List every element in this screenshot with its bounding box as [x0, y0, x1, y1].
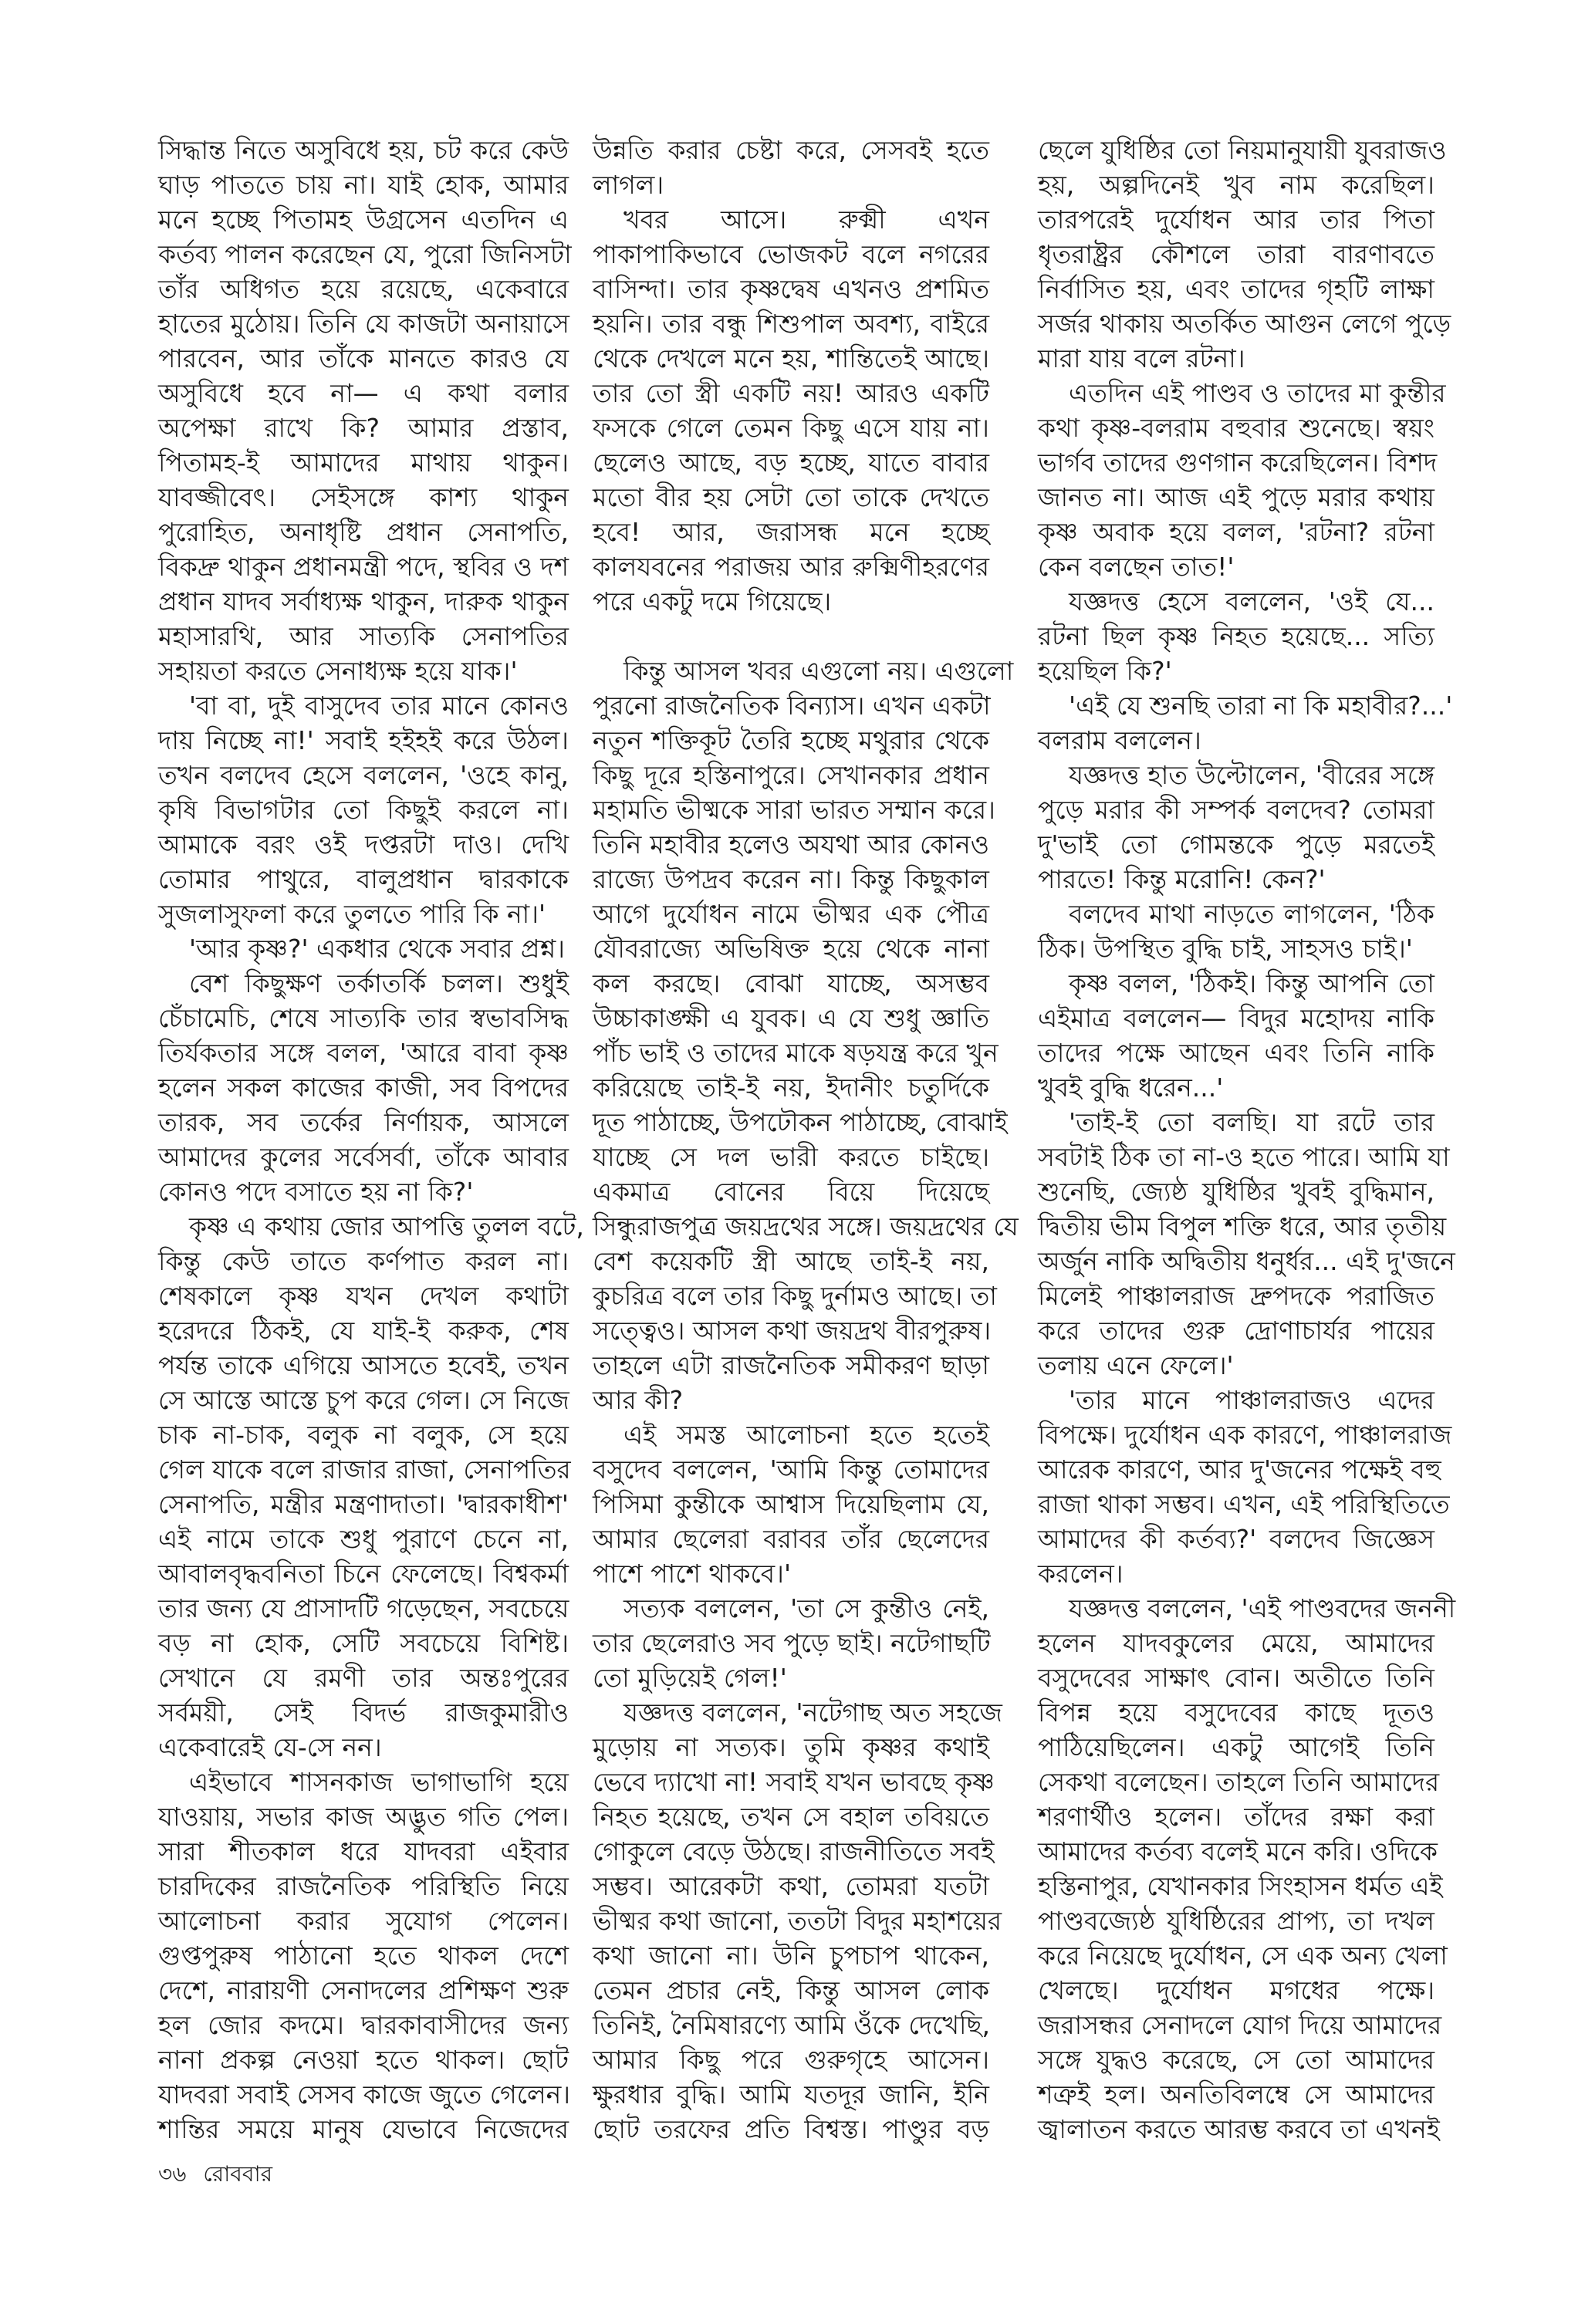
text-line: এইভাবে শাসনকাজ ভাগাভাগি হয়ে: [189, 1767, 569, 1797]
text-line: কিন্তু আসল খবর এগুলো নয়। এগুলো: [623, 656, 1014, 686]
text-line: জানত না। আজ এই পুড়ে মরার কথায়: [1038, 482, 1434, 512]
text-line: কৃষ্ণ বলল, 'ঠিকই। কিন্তু আপনি তো: [1069, 968, 1434, 998]
paragraph: [1038, 1591, 1456, 2147]
text-line: যাওয়ায়, সভার কাজ অদ্ভুত গতি পেল।: [158, 1802, 569, 1832]
text-line: তারক, সব তর্কের নির্ণায়ক, আসলে: [158, 1107, 569, 1137]
text-line: ছেলে যুধিষ্ঠির তো নিয়মানুযায়ী যুবরাজও: [1038, 135, 1447, 165]
text-line: বিপন্ন হয়ে বসুদেবের কাছে দূতও: [1038, 1697, 1434, 1728]
text-line: মহাসারথি, আর সাত্যকি সেনাপতির: [158, 621, 569, 651]
text-line: শরণার্থীও হলেন। তাঁদের রক্ষা করা: [1038, 1802, 1434, 1832]
magazine-name: রোববার: [203, 2161, 272, 2187]
text-line: কৃষি বিভাগটার তো কিছুই করলে না।: [158, 795, 569, 825]
text-line: যজ্ঞদত্ত বললেন, 'নটেগাছ অত সহজে: [623, 1697, 1002, 1728]
text-column-2: [593, 133, 1019, 2147]
text-line: একমাত্র বোনের বিয়ে দিয়েছে: [593, 1177, 989, 1207]
text-line: তোমার পাথুরে, বালুপ্রধান দ্বারকাকে: [158, 864, 569, 894]
text-line: কেন বলছেন তাত!': [1038, 552, 1235, 582]
text-line: শত্রুই হল। অনতিবিলম্বে সে আমাদের: [1038, 2079, 1434, 2110]
paragraph: [1038, 897, 1434, 966]
text-line: কালযবনের পরাজয় আর রুক্মিণীহরণের: [593, 552, 989, 582]
text-line: দূত পাঠাচ্ছে, উপঢৌকন পাঠাচ্ছে, বোঝাই: [593, 1107, 1008, 1137]
text-line: সত্ত্বেও। আসল কথা জয়দ্রথ বীরপুরুষ।: [593, 1316, 992, 1346]
paragraph: [593, 654, 1019, 1417]
text-line: আগে দুর্যোধন নামে ভীষ্মর এক পৌত্র: [593, 899, 989, 929]
text-line: হস্তিনাপুর, যেখানকার সিংহাসন ধর্মত এই: [1038, 1871, 1443, 1901]
text-line: রটনা ছিল কৃষ্ণ নিহত হয়েছে... সত্যি: [1038, 621, 1434, 651]
text-line: নতুন শক্তিকূট তৈরি হচ্ছে মথুরার থেকে: [593, 725, 989, 755]
text-line: কৃষ্ণ এ কথায় জোর আপত্তি তুলল বটে,: [189, 1211, 584, 1241]
text-line: সে আস্তে আস্তে চুপ করে গেল। সে নিজে: [158, 1385, 569, 1415]
text-line: কথা জানো না। উনি চুপচাপ থাকেন,: [593, 1941, 989, 1971]
text-line: বেশ কয়েকটি স্ত্রী আছে তাই-ই নয়,: [593, 1246, 989, 1276]
text-line: ভার্গব তাদের গুণগান করেছিলেন। বিশদ: [1038, 448, 1438, 478]
text-line: সেকথা বলেছেন। তাহলে তিনি আমাদের: [1038, 1767, 1440, 1797]
text-line: হয়েছিল কি?': [1038, 656, 1172, 686]
text-line: শান্তির সময়ে মানুষ যেভাবে নিজেদের: [158, 2114, 569, 2144]
paragraph-spacer: [593, 619, 989, 654]
paragraph: [158, 133, 572, 688]
text-line: হলেন সকল কাজের কাজী, সব বিপদের: [158, 1072, 569, 1103]
text-line: আমার ছেলেরা বরাবর তাঁর ছেলেদের: [593, 1524, 989, 1554]
text-line: তার জন্য যে প্রাসাদটি গড়েছেন, সবচেয়ে: [158, 1593, 569, 1623]
text-line: থেকে দেখলে মনে হয়, শান্তিতেই আছে।: [593, 343, 989, 373]
paragraph: [593, 202, 989, 619]
text-line: যৌবরাজ্যে অভিষিক্ত হয়ে থেকে নানা: [593, 934, 989, 964]
text-line: বলদেব মাথা নাড়তে লাগলেন, 'ঠিক: [1069, 899, 1434, 929]
text-line: সেখানে যে রমণী তার অন্তঃপুরের: [158, 1663, 569, 1693]
text-line: তারপরেই দুর্যোধন আর তার পিতা: [1038, 204, 1434, 235]
text-line: অপেক্ষা রাখে কি? আমার প্রস্তাব,: [158, 413, 569, 443]
text-line: তলায় এনে ফেলে।': [1038, 1350, 1234, 1380]
text-line: সত্যক বললেন, 'তা সে কুন্তীও নেই,: [623, 1593, 989, 1623]
text-line: কিন্তু কেউ তাতে কর্ণপাত করল না।: [158, 1246, 569, 1276]
text-line: বেশ কিছুক্ষণ তর্কাতর্কি চলল। শুধুই: [189, 968, 569, 998]
text-line: এইমাত্র বললেন— বিদুর মহোদয় নাকি: [1038, 1003, 1434, 1033]
text-line: ছোট তরফের প্রতি বিশ্বস্ত। পাণ্ডুর বড়: [593, 2114, 989, 2144]
text-line: তার তো স্ত্রী একটি নয়! আরও একটি: [593, 378, 989, 408]
text-line: খেলছে। দুর্যোধন মগধের পক্ষে।: [1038, 1975, 1434, 2005]
text-line: উচ্চাকাঙ্ক্ষী এ যুবক। এ যে শুধু জ্ঞাতি: [593, 1003, 989, 1033]
text-line: আমাদের কুলের সর্বেসর্বা, তাঁকে আবার: [158, 1142, 569, 1172]
text-line: হবে! আর, জরাসন্ধ মনে হচ্ছে: [593, 517, 989, 547]
text-line: যাচ্ছে সে দল ভারী করতে চাইছে।: [593, 1142, 989, 1172]
text-line: বসুদেব বললেন, 'আমি কিন্তু তোমাদের: [593, 1454, 989, 1485]
text-line: আমার কিছু পরে গুরুগৃহে আসেন।: [593, 2045, 989, 2075]
text-line: দু'ভাই তো গোমন্তকে পুড়ে মরতেই: [1038, 829, 1434, 860]
text-line: ক্ষুরধার বুদ্ধি। আমি যতদূর জানি, ইনি: [593, 2079, 989, 2110]
text-line: 'তার মানে পাঞ্চালরাজও এদের: [1069, 1385, 1434, 1415]
text-line: চাক না-চাক, বলুক না বলুক, সে হয়ে: [158, 1420, 569, 1450]
paragraph: [1038, 584, 1434, 688]
text-line: করে নিয়েছে দুর্যোধন, সে এক অন্য খেলা: [1038, 1941, 1448, 1971]
text-line: খবর আসে। রুক্মী এখন: [623, 204, 989, 235]
text-line: পাণ্ডবজ্যেষ্ঠ যুধিষ্ঠিরের প্রাপ্য, তা দখল: [1038, 1906, 1434, 1936]
paragraph: [1038, 688, 1453, 758]
text-line: সেনাপতি, মন্ত্রীর মন্ত্রণাদাতা। 'দ্বারকাধীশ': [158, 1489, 569, 1519]
text-line: যজ্ঞদত্ত হাত উল্টোলেন, 'বীরের সঙ্গে: [1069, 760, 1434, 790]
paragraph: [593, 1591, 989, 1695]
text-line: হাতের মুঠোয়। তিনি যে কাজটা অনায়াসে: [158, 309, 569, 339]
text-line: দ্বিতীয় ভীম বিপুল শক্তি ধরে, আর তৃতীয়: [1038, 1211, 1447, 1241]
text-line: চেঁচামেচি, শেষে সাত্যকি তার স্বভাবসিদ্ধ: [158, 1003, 569, 1033]
text-line: জরাসন্ধর সেনাদলে যোগ দিয়ে আমাদের: [1038, 2010, 1442, 2040]
text-line: অর্জুন নাকি অদ্বিতীয় ধনুর্ধর... এই দু'জনে: [1038, 1246, 1455, 1276]
text-line: রাজ্যে উপদ্রব করেন না। কিন্তু কিছুকাল: [593, 864, 989, 894]
text-line: আর কী?: [593, 1385, 684, 1415]
text-line: আমাদের কর্তব্য বলেই মনে করি। ওদিকে: [1038, 1836, 1438, 1866]
text-line: তিনি মহাবীর হলেও অযথা আর কোনও: [593, 829, 989, 860]
paragraph: [158, 966, 569, 1209]
text-line: হলেন যাদবকুলের মেয়ে, আমাদের: [1038, 1628, 1434, 1658]
text-line: কল করছে। বোঝা যাচ্ছে, অসম্ভব: [593, 968, 989, 998]
text-line: দেশে, নারায়ণী সেনাদলের প্রশিক্ষণ শুরু: [158, 1975, 569, 2005]
text-line: তাদের পক্ষে আছেন এবং তিনি নাকি: [1038, 1038, 1434, 1068]
text-line: শেষকালে কৃষ্ণ যখন দেখল কথাটা: [158, 1281, 569, 1311]
text-line: চারদিকের রাজনৈতিক পরিস্থিতি নিয়ে: [158, 1871, 569, 1901]
paragraph: [1038, 758, 1434, 897]
paragraph: [158, 1209, 584, 1765]
text-line: যজ্ঞদত্ত বললেন, 'এই পাণ্ডবদের জননী: [1069, 1593, 1456, 1623]
text-line: করে তাদের গুরু দ্রোণাচার্যর পায়ের: [1038, 1316, 1434, 1346]
text-line: হরেদরে ঠিকই, যে যাই-ই করুক, শেষ: [158, 1316, 569, 1346]
text-line: হয়, অল্পদিনেই খুব নাম করেছিল।: [1038, 170, 1434, 200]
text-column-3: [1038, 133, 1456, 2147]
text-line: জ্বালাতন করতে আরম্ভ করবে তা এখনই: [1038, 2114, 1440, 2144]
text-line: কর্তব্য পালন করেছেন যে, পুরো জিনিসটা: [158, 239, 572, 269]
text-line: খুবই বুদ্ধি ধরেন...': [1038, 1072, 1224, 1103]
text-line: তো মুড়িয়েই গেল!': [593, 1663, 787, 1693]
page-number: ৩৬: [158, 2161, 187, 2187]
paragraph: [593, 1417, 989, 1591]
text-line: বিকদ্রু থাকুন প্রধানমন্ত্রী পদে, স্থবির ও দশ: [158, 552, 569, 582]
text-line: নির্বাসিত হয়, এবং তাদের গৃহটি লাক্ষা: [1038, 274, 1434, 304]
text-line: কুচরিত্র বলে তার কিছু দুর্নামও আছে। তা: [593, 1281, 997, 1311]
text-line: পাঁচ ভাই ও তাদের মাকে ষড়যন্ত্র করে খুন: [593, 1038, 999, 1068]
text-line: সহায়তা করতে সেনাধ্যক্ষ হয়ে যাক।': [158, 656, 518, 686]
text-line: নিহত হয়েছে, তখন সে বহাল তবিয়তে: [593, 1802, 989, 1832]
paragraph: [1038, 1105, 1455, 1383]
paragraph: [1038, 376, 1446, 584]
text-line: গোকুলে বেড়ে উঠছে। রাজনীতিতে সবই: [593, 1836, 995, 1866]
text-line: কথা কৃষ্ণ-বলরাম বহুবার শুনেছে। স্বয়ং: [1038, 413, 1434, 443]
text-line: মতো বীর হয় সেটা তো তাকে দেখতে: [593, 482, 989, 512]
text-line: একেবারেই যে-সে নন।: [158, 1732, 382, 1762]
text-line: সারা শীতকাল ধরে যাদবরা এইবার: [158, 1836, 569, 1866]
text-line: রাজা থাকা সম্ভব। এখন, এই পরিস্থিতিতে: [1038, 1489, 1450, 1519]
text-line: বাসিন্দা। তার কৃষ্ণদ্বেষ এখনও প্রশমিত: [593, 274, 989, 304]
text-line: পাশে পাশে থাকবে।': [593, 1559, 792, 1589]
paragraph: [1038, 966, 1434, 1105]
text-line: বলরাম বললেন।: [1038, 725, 1201, 755]
text-line: তেমন প্রচার নেই, কিন্তু আসল লোক: [593, 1975, 989, 2005]
text-line: কোনও পদে বসাতে হয় না কি?': [158, 1177, 474, 1207]
text-line: ঘাড় পাততে চায় না। যাই হোক, আমার: [158, 170, 569, 200]
text-line: যাবজ্জীবেৎ। সেইসঙ্গে কাশ্য থাকুন: [158, 482, 569, 512]
text-line: ভীষ্মর কথা জানো, ততটা বিদুর মহাশয়ের: [593, 1906, 1002, 1936]
text-line: আমাকে বরং ওই দপ্তরটা দাও। দেখি: [158, 829, 569, 860]
text-line: পুরনো রাজনৈতিক বিন্যাস। এখন একটা: [593, 691, 991, 721]
page-footer: [158, 2159, 289, 2190]
paragraph: [1038, 1383, 1452, 1591]
text-line: মহামতি ভীষ্মকে সারা ভারত সম্মান করে।: [593, 795, 995, 825]
text-line: 'তাই-ই তো বলছি। যা রটে তার: [1069, 1107, 1434, 1137]
text-line: পুড়ে মরার কী সম্পর্ক বলদেব? তোমরা: [1038, 795, 1434, 825]
text-line: মারা যায় বলে রটনা।: [1038, 343, 1245, 373]
text-line: সর্জর থাকায় অতর্কিত আগুন লেগে পুড়ে: [1038, 309, 1451, 339]
text-line: এই নামে তাকে শুধু পুরাণে চেনে না,: [158, 1524, 569, 1554]
text-line: পারতে! কিন্তু মরোনি! কেন?': [1038, 864, 1326, 894]
text-line: করলেন।: [1038, 1559, 1124, 1589]
text-line: সম্ভব। আরেকটা কথা, তোমরা যতটা: [593, 1871, 989, 1901]
text-line: যজ্ঞদত্ত হেসে বললেন, 'ওই যে...: [1069, 586, 1434, 616]
text-line: যাদবরা সবাই সেসব কাজে জুতে গেলেন।: [158, 2079, 571, 2110]
text-line: এই সমস্ত আলোচনা হতে হতেই: [623, 1420, 989, 1450]
text-line: 'বা বা, দুই বাসুদেব তার মানে কোনও: [189, 691, 569, 721]
text-line: নানা প্রকল্প নেওয়া হতে থাকল। ছোট: [158, 2045, 569, 2075]
text-line: মনে হচ্ছে পিতামহ উগ্রসেন এতদিন এ: [158, 204, 569, 235]
text-line: হয়নি। তার বন্ধু শিশুপাল অবশ্য, বাইরে: [593, 309, 989, 339]
text-line: পিসিমা কুন্তীকে আশ্বাস দিয়েছিলাম যে,: [593, 1489, 989, 1519]
text-line: সর্বময়ী, সেই বিদর্ভ রাজকুমারীও: [158, 1697, 569, 1728]
text-line: করিয়েছে তাই-ই নয়, ইদানীং চতুর্দিকে: [593, 1072, 989, 1103]
paragraph: [593, 1695, 1002, 2147]
text-line: কিছু দূরে হস্তিনাপুরে। সেখানকার প্রধান: [593, 760, 989, 790]
text-line: ধৃতরাষ্ট্রর কৌশলে তারা বারণাবতে: [1038, 239, 1434, 269]
text-line: আরেক কারণে, আর দু'জনের পক্ষেই বহু: [1038, 1454, 1441, 1485]
text-line: প্রধান যাদব সর্বাধ্যক্ষ থাকুন, দারুক থাকুন: [158, 586, 569, 616]
text-line: পাকাপাকিভাবে ভোজকট বলে নগরের: [593, 239, 989, 269]
text-line: লাগল।: [593, 170, 664, 200]
text-line: আলোচনা করার সুযোগ পেলেন।: [158, 1906, 569, 1936]
text-line: গুপ্তপুরুষ পাঠানো হতে থাকল দেশে: [158, 1941, 569, 1971]
text-line: আবালবৃদ্ধবনিতা চিনে ফেলেছে। বিশ্বকর্মা: [158, 1559, 569, 1589]
text-line: পুরোহিত, অনাধৃষ্টি প্রধান সেনাপতি,: [158, 517, 569, 547]
text-line: পর্যন্ত তাকে এগিয়ে আসতে হবেই, তখন: [158, 1350, 569, 1380]
text-line: পিতামহ-ই আমাদের মাথায় থাকুন।: [158, 448, 569, 478]
text-line: অসুবিধে হবে না— এ কথা বলার: [158, 378, 569, 408]
text-line: 'আর কৃষ্ণ?' একধার থেকে সবার প্রশ্ন।: [189, 934, 566, 964]
text-line: সিন্ধুরাজপুত্র জয়দ্রথের সঙ্গে। জয়দ্রথের যে: [593, 1211, 1019, 1241]
text-line: সবটাই ঠিক তা না-ও হতে পারে। আমি যা: [1038, 1142, 1450, 1172]
text-line: উন্নতি করার চেষ্টা করে, সেসবই হতে: [593, 135, 989, 165]
text-line: ঠিক। উপস্থিত বুদ্ধি চাই, সাহসও চাই।': [1038, 934, 1413, 964]
text-line: পরে একটু দমে গিয়েছে।: [593, 586, 832, 616]
paragraph: [158, 931, 569, 966]
paragraph: [158, 688, 569, 931]
text-line: পাঠিয়েছিলেন। একটু আগেই তিনি: [1038, 1732, 1434, 1762]
paragraph: [593, 133, 989, 202]
text-line: আমাদের কী কর্তব্য?' বলদেব জিজ্ঞেস: [1038, 1524, 1434, 1554]
text-line: সিদ্ধান্ত নিতে অসুবিধে হয়, চট করে কেউ: [158, 135, 569, 165]
text-line: পারবেন, আর তাঁকে মানতে কারও যে: [158, 343, 569, 373]
text-line: তার ছেলেরাও সব পুড়ে ছাই। নটেগাছটি: [593, 1628, 991, 1658]
text-line: বসুদেবের সাক্ষাৎ বোন। অতীতে তিনি: [1038, 1663, 1434, 1693]
text-line: 'এই যে শুনছি তারা না কি মহাবীর?...': [1069, 691, 1453, 721]
text-line: সঙ্গে যুদ্ধও করেছে, সে তো আমাদের: [1038, 2045, 1434, 2075]
text-line: কৃষ্ণ অবাক হয়ে বলল, 'রটনা? রটনা: [1038, 517, 1434, 547]
text-line: বড় না হোক, সেটি সবচেয়ে বিশিষ্ট।: [158, 1628, 569, 1658]
text-line: বিপক্ষে। দুর্যোধন এক কারণে, পাঞ্চালরাজ: [1038, 1420, 1452, 1450]
text-line: এতদিন এই পাণ্ডব ও তাদের মা কুন্তীর: [1069, 378, 1446, 408]
text-line: মুড়োয় না সত্যক। তুমি কৃষ্ণর কথাই: [593, 1732, 989, 1762]
text-line: দায় নিচ্ছে না!' সবাই হইহই করে উঠল।: [158, 725, 569, 755]
paragraph: [1038, 133, 1451, 376]
paragraph: [158, 1765, 569, 2147]
text-line: তখন বলদেব হেসে বললেন, 'ওহে কানু,: [158, 760, 569, 790]
text-line: গেল যাকে বলে রাজার রাজা, সেনাপতির: [158, 1454, 571, 1485]
text-line: শুনেছি, জ্যেষ্ঠ যুধিষ্ঠির খুবই বুদ্ধিমান,: [1038, 1177, 1434, 1207]
text-line: হল জোর কদমে। দ্বারকাবাসীদের জন্য: [158, 2010, 569, 2040]
text-line: তাঁর অধিগত হয়ে রয়েছে, একেবারে: [158, 274, 569, 304]
text-line: ছেলেও আছে, বড় হচ্ছে, যাতে বাবার: [593, 448, 989, 478]
text-line: ভেবে দ্যাখো না! সবাই যখন ভাবছে কৃষ্ণ: [593, 1767, 995, 1797]
text-line: তিনিই, নৈমিষারণ্যে আমি ওঁকে দেখেছি,: [593, 2010, 990, 2040]
text-line: সুজলাসুফলা করে তুলতে পারি কি না।': [158, 899, 546, 929]
text-line: ফসকে গেলে তেমন কিছু এসে যায় না।: [593, 413, 989, 443]
text-column-1: [158, 133, 584, 2147]
text-line: তাহলে এটা রাজনৈতিক সমীকরণ ছাড়া: [593, 1350, 989, 1380]
text-line: তির্যকতার সঙ্গে বলল, 'আরে বাবা কৃষ্ণ: [158, 1038, 569, 1068]
text-line: মিলেই পাঞ্চালরাজ দ্রুপদকে পরাজিত: [1038, 1281, 1434, 1311]
